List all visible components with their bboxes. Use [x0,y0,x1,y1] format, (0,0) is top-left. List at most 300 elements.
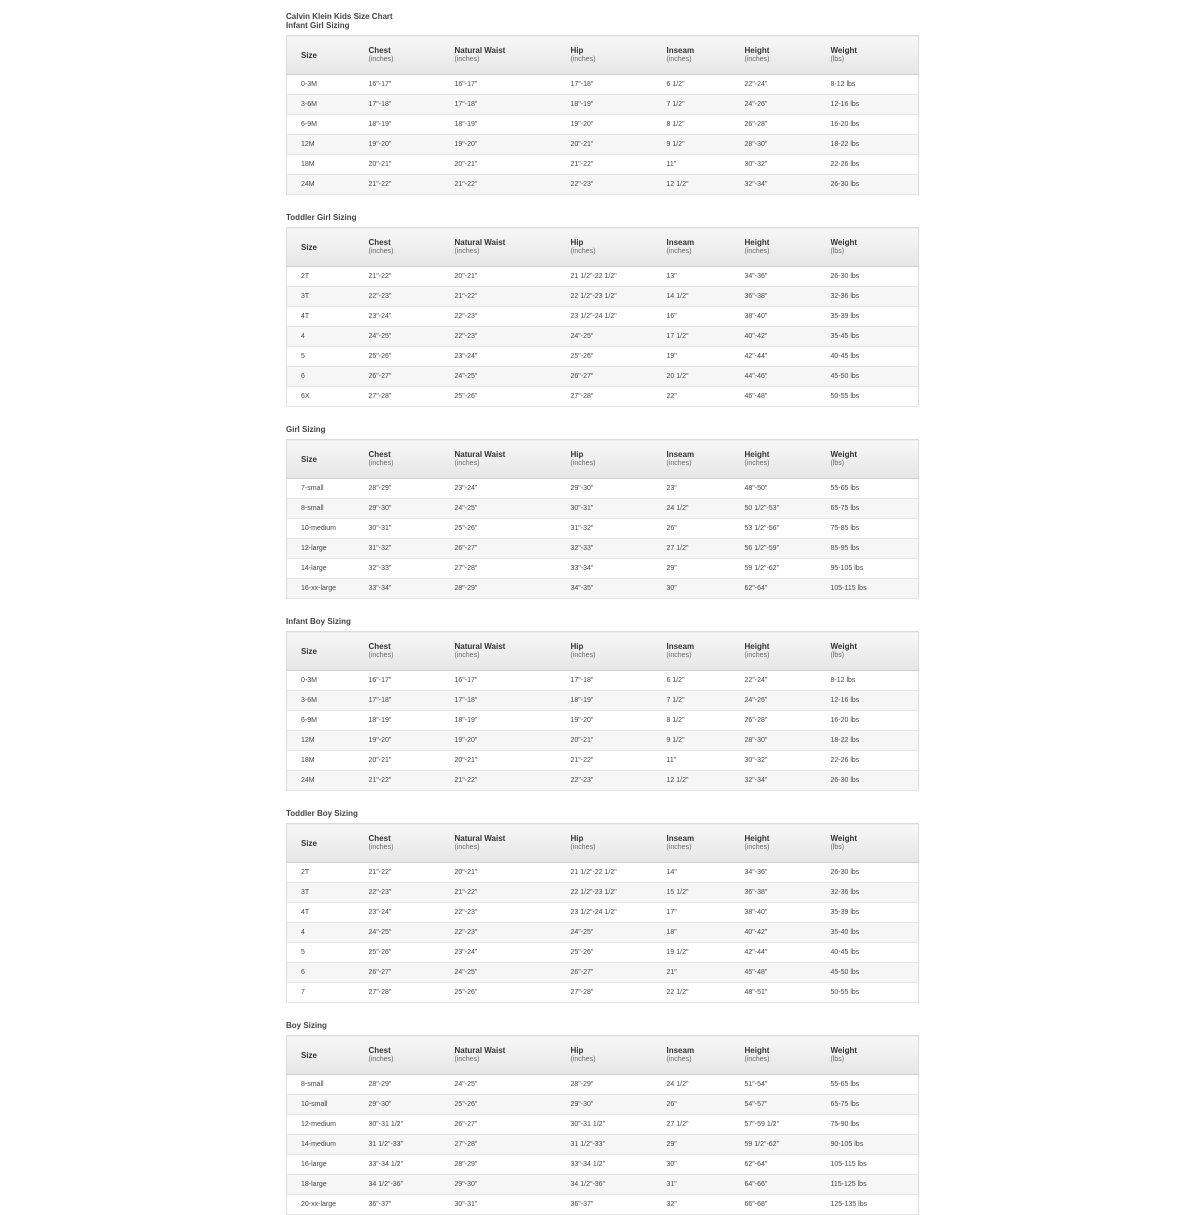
column-header-unit: (inches) [744,844,770,851]
table-cell: 31"-32" [557,519,653,539]
table-cell: 11" [653,155,731,175]
table-cell: 23 1/2"-24 1/2" [557,903,653,923]
table-cell: 65-75 lbs [817,1095,919,1115]
table-cell: 31"-32" [355,539,441,559]
table-cell: 21 1/2"-22 1/2" [557,863,653,883]
table-cell: 20-xx-large [287,1195,355,1215]
column-header-label: Hip [570,450,584,459]
table-cell: 20"-21" [441,751,557,771]
table-cell: 30"-31" [557,499,653,519]
table-row [287,579,919,599]
table-cell: 45-50 lbs [817,963,919,983]
table-cell: 3-6M [287,95,355,115]
table-row [287,95,919,115]
table-cell: 27"-28" [355,983,441,1003]
table-row [287,135,919,155]
column-header [355,1036,441,1075]
table-cell: 12-16 lbs [817,95,919,115]
column-header-label: Chest [368,1046,391,1055]
table-cell: 35-39 lbs [817,307,919,327]
table-cell: 6-9M [287,115,355,135]
table-cell: 23"-24" [441,943,557,963]
size-chart-sections [286,21,918,1215]
column-header-unit: (lbs) [830,460,845,467]
header-row [287,440,919,479]
section-title: Infant Boy Sizing [286,617,351,626]
column-header-unit: (inches) [570,248,596,255]
table-cell: 24"-26" [731,95,817,115]
table-cell: 55-65 lbs [817,479,919,499]
column-header-unit: (inches) [744,56,770,63]
table-cell: 4 [287,923,355,943]
table-cell: 12M [287,135,355,155]
table-cell: 42"-44" [731,347,817,367]
table-row [287,923,919,943]
table-cell: 26"-27" [441,1115,557,1135]
table-cell: 24"-25" [441,963,557,983]
table-cell: 10-medium [287,519,355,539]
column-header-label: Size [301,50,318,60]
column-header-label: Hip [570,46,584,55]
table-row [287,983,919,1003]
column-header-label: Inseam [666,46,695,55]
column-header-label: Height [744,834,770,843]
size-table [286,439,919,599]
table-cell: 14-large [287,559,355,579]
table-cell: 25"-26" [441,983,557,1003]
table-cell: 29" [653,559,731,579]
column-header-label: Size [301,454,318,464]
table-row [287,479,919,499]
table-cell: 27"-28" [557,983,653,1003]
table-cell: 23 1/2"-24 1/2" [557,307,653,327]
size-table [286,35,919,195]
size-table [286,631,919,791]
column-header-label: Natural Waist [454,450,506,459]
section-title: Toddler Boy Sizing [286,809,358,818]
table-row [287,1175,919,1195]
table-row [287,75,919,95]
table-cell: 90-105 lbs [817,1135,919,1155]
table-cell: 11" [653,751,731,771]
column-header [817,1036,919,1075]
size-section [286,213,918,407]
table-cell: 19"-20" [557,711,653,731]
column-header-label: Natural Waist [454,238,506,247]
column-header-label: Weight [830,238,858,247]
table-cell: 2T [287,267,355,287]
table-row [287,731,919,751]
column-header [653,228,731,267]
table-cell: 6 1/2" [653,75,731,95]
table-cell: 19 1/2" [653,943,731,963]
table-cell: 7 1/2" [653,95,731,115]
table-cell: 26"-27" [557,963,653,983]
table-row [287,287,919,307]
column-header-unit: (lbs) [830,652,845,659]
table-cell: 29"-30" [355,1095,441,1115]
header-row [287,36,919,75]
table-cell: 12 1/2" [653,771,731,791]
table-row [287,307,919,327]
table-cell: 105-115 lbs [817,579,919,599]
column-header-label: Chest [368,450,391,459]
table-row [287,1075,919,1095]
table-cell: 28"-29" [557,1075,653,1095]
table-cell: 32"-33" [557,539,653,559]
table-cell: 30"-32" [731,155,817,175]
table-cell: 40-45 lbs [817,943,919,963]
table-cell: 62"-64" [731,579,817,599]
table-cell: 20"-21" [441,155,557,175]
table-cell: 28"-30" [731,731,817,751]
table-cell: 22-26 lbs [817,155,919,175]
column-header [441,824,557,863]
column-header-label: Weight [830,450,858,459]
table-cell: 16-20 lbs [817,115,919,135]
size-table [286,823,919,1003]
column-header-label: Natural Waist [454,46,506,55]
table-cell: 17"-18" [355,691,441,711]
table-row [287,367,919,387]
column-header [731,1036,817,1075]
table-cell: 14 1/2" [653,287,731,307]
table-cell: 21 1/2"-22 1/2" [557,267,653,287]
column-header [731,440,817,479]
column-header-label: Hip [570,642,584,651]
table-cell: 22"-24" [731,671,817,691]
table-cell: 7 [287,983,355,1003]
table-cell: 38"-40" [731,903,817,923]
table-cell: 26"-28" [731,115,817,135]
table-cell: 21"-22" [441,175,557,195]
column-header-unit: (inches) [666,56,692,63]
table-cell: 32-36 lbs [817,287,919,307]
column-header-label: Inseam [666,450,695,459]
table-cell: 17" [653,903,731,923]
table-cell: 27"-28" [441,1135,557,1155]
column-header-label: Chest [368,46,391,55]
size-section [286,1021,918,1215]
table-cell: 18"-19" [557,691,653,711]
table-cell: 21"-22" [441,771,557,791]
column-header-unit: (lbs) [830,844,845,851]
section-title: Toddler Girl Sizing [286,213,357,222]
table-cell: 8-small [287,1075,355,1095]
table-cell: 125-135 lbs [817,1195,919,1215]
table-cell: 42"-44" [731,943,817,963]
column-header [557,824,653,863]
column-header-unit: (inches) [454,1056,480,1063]
table-cell: 26"-27" [355,367,441,387]
table-row [287,1195,919,1215]
column-header [817,36,919,75]
column-header-label: Natural Waist [454,834,506,843]
table-cell: 40-45 lbs [817,347,919,367]
table-cell: 25"-26" [441,1095,557,1115]
section-title: Girl Sizing [286,425,326,434]
size-chart [286,12,918,1215]
table-cell: 6X [287,387,355,407]
column-header-unit: (inches) [666,248,692,255]
column-header-label: Height [744,450,770,459]
table-cell: 21"-22" [355,863,441,883]
table-cell: 4T [287,307,355,327]
column-header-unit: (inches) [454,460,480,467]
table-cell: 22"-23" [557,175,653,195]
table-cell: 32-36 lbs [817,883,919,903]
column-header [355,632,441,671]
size-section [286,809,918,1003]
column-header [355,228,441,267]
column-header-unit: (inches) [666,460,692,467]
table-cell: 32" [653,1195,731,1215]
table-cell: 18" [653,923,731,943]
table-cell: 85-95 lbs [817,539,919,559]
column-header-unit: (inches) [570,844,596,851]
table-cell: 28"-29" [355,479,441,499]
column-header-unit: (lbs) [830,1056,845,1063]
table-cell: 29"-30" [355,499,441,519]
table-cell: 24"-26" [731,691,817,711]
table-cell: 48"-50" [731,479,817,499]
table-cell: 25"-26" [355,943,441,963]
table-cell: 24"-25" [557,923,653,943]
column-header-label: Inseam [666,642,695,651]
table-cell: 56 1/2"-59" [731,539,817,559]
column-header-label: Inseam [666,238,695,247]
table-cell: 26-30 lbs [817,771,919,791]
table-cell: 18-large [287,1175,355,1195]
column-header-unit: (inches) [744,1056,770,1063]
table-cell: 30"-31" [441,1195,557,1215]
table-cell: 22"-23" [557,771,653,791]
table-row [287,863,919,883]
table-cell: 22" [653,387,731,407]
table-cell: 75-90 lbs [817,1115,919,1135]
table-row [287,711,919,731]
table-cell: 44"-46" [731,367,817,387]
table-cell: 75-85 lbs [817,519,919,539]
table-cell: 16" [653,307,731,327]
column-header [557,36,653,75]
table-cell: 24"-25" [557,327,653,347]
table-row [287,155,919,175]
column-header-unit: (inches) [368,844,394,851]
table-cell: 28"-29" [355,1075,441,1095]
table-row [287,883,919,903]
column-header-label: Chest [368,834,391,843]
table-cell: 24M [287,175,355,195]
column-header [731,824,817,863]
table-row [287,115,919,135]
table-cell: 21"-22" [441,883,557,903]
column-header-unit: (inches) [744,248,770,255]
column-header [817,824,919,863]
table-cell: 24"-25" [355,923,441,943]
column-header-label: Height [744,1046,770,1055]
table-cell: 40"-42" [731,923,817,943]
column-header-unit: (inches) [570,1056,596,1063]
table-cell: 59 1/2"-62" [731,1135,817,1155]
header-row [287,824,919,863]
column-header-label: Inseam [666,1046,695,1055]
table-cell: 54"-57" [731,1095,817,1115]
column-header [817,632,919,671]
column-header [653,824,731,863]
table-cell: 17"-18" [355,95,441,115]
column-header-unit: (inches) [454,652,480,659]
table-row [287,519,919,539]
table-cell: 26-30 lbs [817,863,919,883]
table-cell: 22"-23" [355,883,441,903]
table-cell: 18M [287,751,355,771]
column-header [287,632,355,671]
table-cell: 18M [287,155,355,175]
column-header [287,824,355,863]
table-cell: 22"-23" [355,287,441,307]
table-cell: 19" [653,347,731,367]
size-table [286,1035,919,1215]
table-cell: 30"-32" [731,751,817,771]
column-header [731,632,817,671]
table-cell: 28"-29" [441,579,557,599]
column-header-label: Height [744,238,770,247]
column-header-unit: (inches) [666,652,692,659]
section-title: Boy Sizing [286,1021,327,1030]
table-cell: 17"-18" [557,75,653,95]
table-row [287,387,919,407]
table-cell: 24"-25" [355,327,441,347]
table-cell: 17 1/2" [653,327,731,347]
table-cell: 105-115 lbs [817,1155,919,1175]
table-cell: 29"-30" [557,1095,653,1115]
header-row [287,1036,919,1075]
table-cell: 2T [287,863,355,883]
table-cell: 18-22 lbs [817,731,919,751]
column-header [653,1036,731,1075]
table-cell: 20"-21" [355,751,441,771]
header-row [287,228,919,267]
table-cell: 33"-34" [557,559,653,579]
column-header [287,228,355,267]
table-cell: 35-45 lbs [817,327,919,347]
column-header [355,36,441,75]
column-header-unit: (inches) [666,1056,692,1063]
column-header [557,632,653,671]
table-cell: 8-12 lbs [817,75,919,95]
table-cell: 32"-34" [731,175,817,195]
table-cell: 24"-25" [441,1075,557,1095]
column-header [441,632,557,671]
table-cell: 31" [653,1175,731,1195]
table-cell: 0-3M [287,671,355,691]
table-cell: 12 1/2" [653,175,731,195]
table-cell: 53 1/2"-56" [731,519,817,539]
size-table [286,227,919,407]
table-cell: 66"-68" [731,1195,817,1215]
table-row [287,691,919,711]
column-header-label: Hip [570,834,584,843]
table-cell: 3-6M [287,691,355,711]
table-cell: 27 1/2" [653,539,731,559]
table-cell: 22"-24" [731,75,817,95]
table-cell: 30" [653,1155,731,1175]
column-header-unit: (inches) [368,460,394,467]
table-cell: 34 1/2"-36" [355,1175,441,1195]
column-header-label: Chest [368,238,391,247]
table-cell: 34"-35" [557,579,653,599]
table-cell: 14" [653,863,731,883]
column-header [287,1036,355,1075]
table-cell: 22"-23" [441,327,557,347]
column-header [653,632,731,671]
table-cell: 27"-28" [355,387,441,407]
table-row [287,1095,919,1115]
table-cell: 22 1/2"-23 1/2" [557,287,653,307]
table-cell: 26"-27" [355,963,441,983]
table-cell: 29" [653,1135,731,1155]
table-cell: 18"-19" [355,711,441,731]
table-cell: 14-medium [287,1135,355,1155]
table-cell: 16"-17" [441,671,557,691]
table-cell: 30" [653,579,731,599]
column-header-label: Size [301,838,318,848]
table-cell: 23"-24" [355,307,441,327]
table-cell: 21"-22" [441,287,557,307]
table-cell: 32"-34" [731,771,817,791]
table-cell: 7 1/2" [653,691,731,711]
table-cell: 16"-17" [355,671,441,691]
table-cell: 20"-21" [441,267,557,287]
table-cell: 26" [653,1095,731,1115]
column-header-unit: (inches) [368,652,394,659]
table-cell: 65-75 lbs [817,499,919,519]
size-section [286,21,918,195]
column-header-unit: (inches) [570,460,596,467]
table-row [287,1135,919,1155]
table-cell: 21" [653,963,731,983]
table-cell: 26"-27" [441,539,557,559]
table-cell: 21"-22" [355,175,441,195]
column-header-unit: (inches) [570,56,596,63]
size-section [286,617,918,791]
column-header-label: Chest [368,642,391,651]
column-header-unit: (inches) [368,1056,394,1063]
table-cell: 18"-19" [557,95,653,115]
column-header [557,1036,653,1075]
column-header-unit: (lbs) [830,56,845,63]
table-row [287,559,919,579]
table-cell: 45-50 lbs [817,367,919,387]
table-row [287,539,919,559]
table-row [287,499,919,519]
column-header [441,440,557,479]
table-cell: 4T [287,903,355,923]
table-cell: 18"-19" [441,711,557,731]
table-cell: 30"-31 1/2" [355,1115,441,1135]
table-cell: 19"-20" [441,135,557,155]
table-cell: 50-55 lbs [817,387,919,407]
table-cell: 21"-22" [557,751,653,771]
table-cell: 8-12 lbs [817,671,919,691]
table-cell: 7-small [287,479,355,499]
table-cell: 16-large [287,1155,355,1175]
table-cell: 12M [287,731,355,751]
table-cell: 18-22 lbs [817,135,919,155]
column-header-label: Size [301,1050,318,1060]
table-row [287,1155,919,1175]
